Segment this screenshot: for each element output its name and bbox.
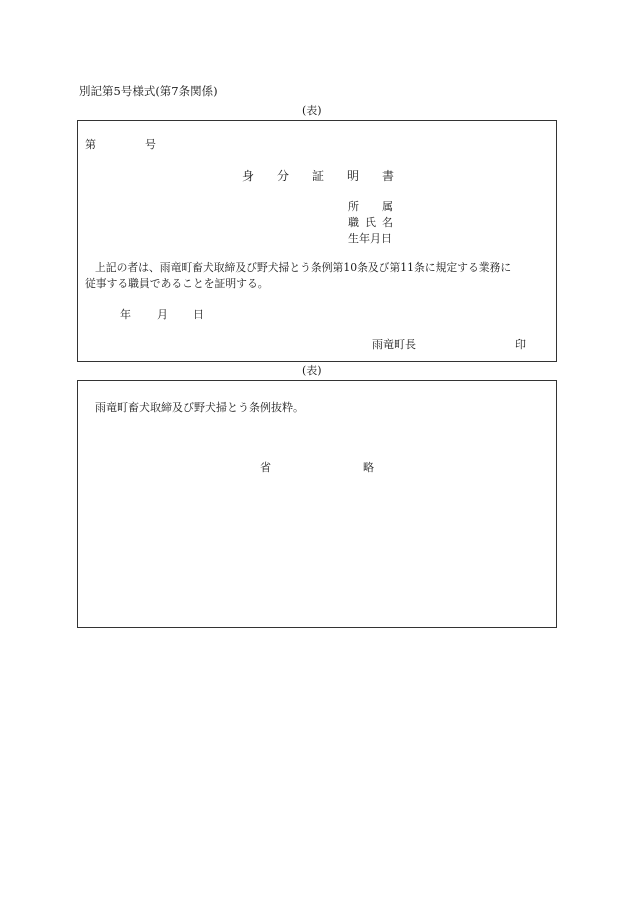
card-title-char: 分 bbox=[276, 169, 289, 183]
card-title-char: 明 bbox=[346, 169, 359, 183]
body-line-2: 従事する職員であることを証明する。 bbox=[85, 277, 269, 290]
card-title-char: 証 bbox=[311, 169, 324, 183]
field-name: 職 氏 名 bbox=[348, 216, 393, 229]
card-title bbox=[242, 170, 394, 182]
issuer: 雨竜町長 bbox=[372, 338, 416, 351]
number-prefix: 第 bbox=[85, 138, 96, 151]
front-label: (表) bbox=[302, 104, 322, 117]
seal: 印 bbox=[515, 338, 526, 351]
date-day: 日 bbox=[193, 308, 204, 321]
field-birthdate: 生年月日 bbox=[348, 232, 392, 245]
back-label: (表) bbox=[302, 364, 322, 377]
card-title-char: 身 bbox=[242, 169, 255, 183]
omitted-char-1: 省 bbox=[260, 461, 271, 474]
omitted-char-2: 略 bbox=[363, 461, 374, 474]
body-line-1: 上記の者は、雨竜町畜犬取締及び野犬掃とう条例第10条及び第11条に規定する業務に bbox=[95, 261, 512, 274]
date-month: 月 bbox=[157, 308, 168, 321]
date-year: 年 bbox=[120, 308, 131, 321]
id-card-front bbox=[77, 120, 557, 362]
field-affiliation: 所 属 bbox=[348, 200, 393, 213]
card-title-char: 書 bbox=[381, 169, 394, 183]
excerpt-title: 雨竜町畜犬取締及び野犬掃とう条例抜粋。 bbox=[95, 401, 304, 414]
id-card-back bbox=[77, 380, 557, 628]
form-title: 別記第5号様式(第7条関係) bbox=[79, 84, 218, 98]
number-suffix: 号 bbox=[145, 138, 156, 151]
